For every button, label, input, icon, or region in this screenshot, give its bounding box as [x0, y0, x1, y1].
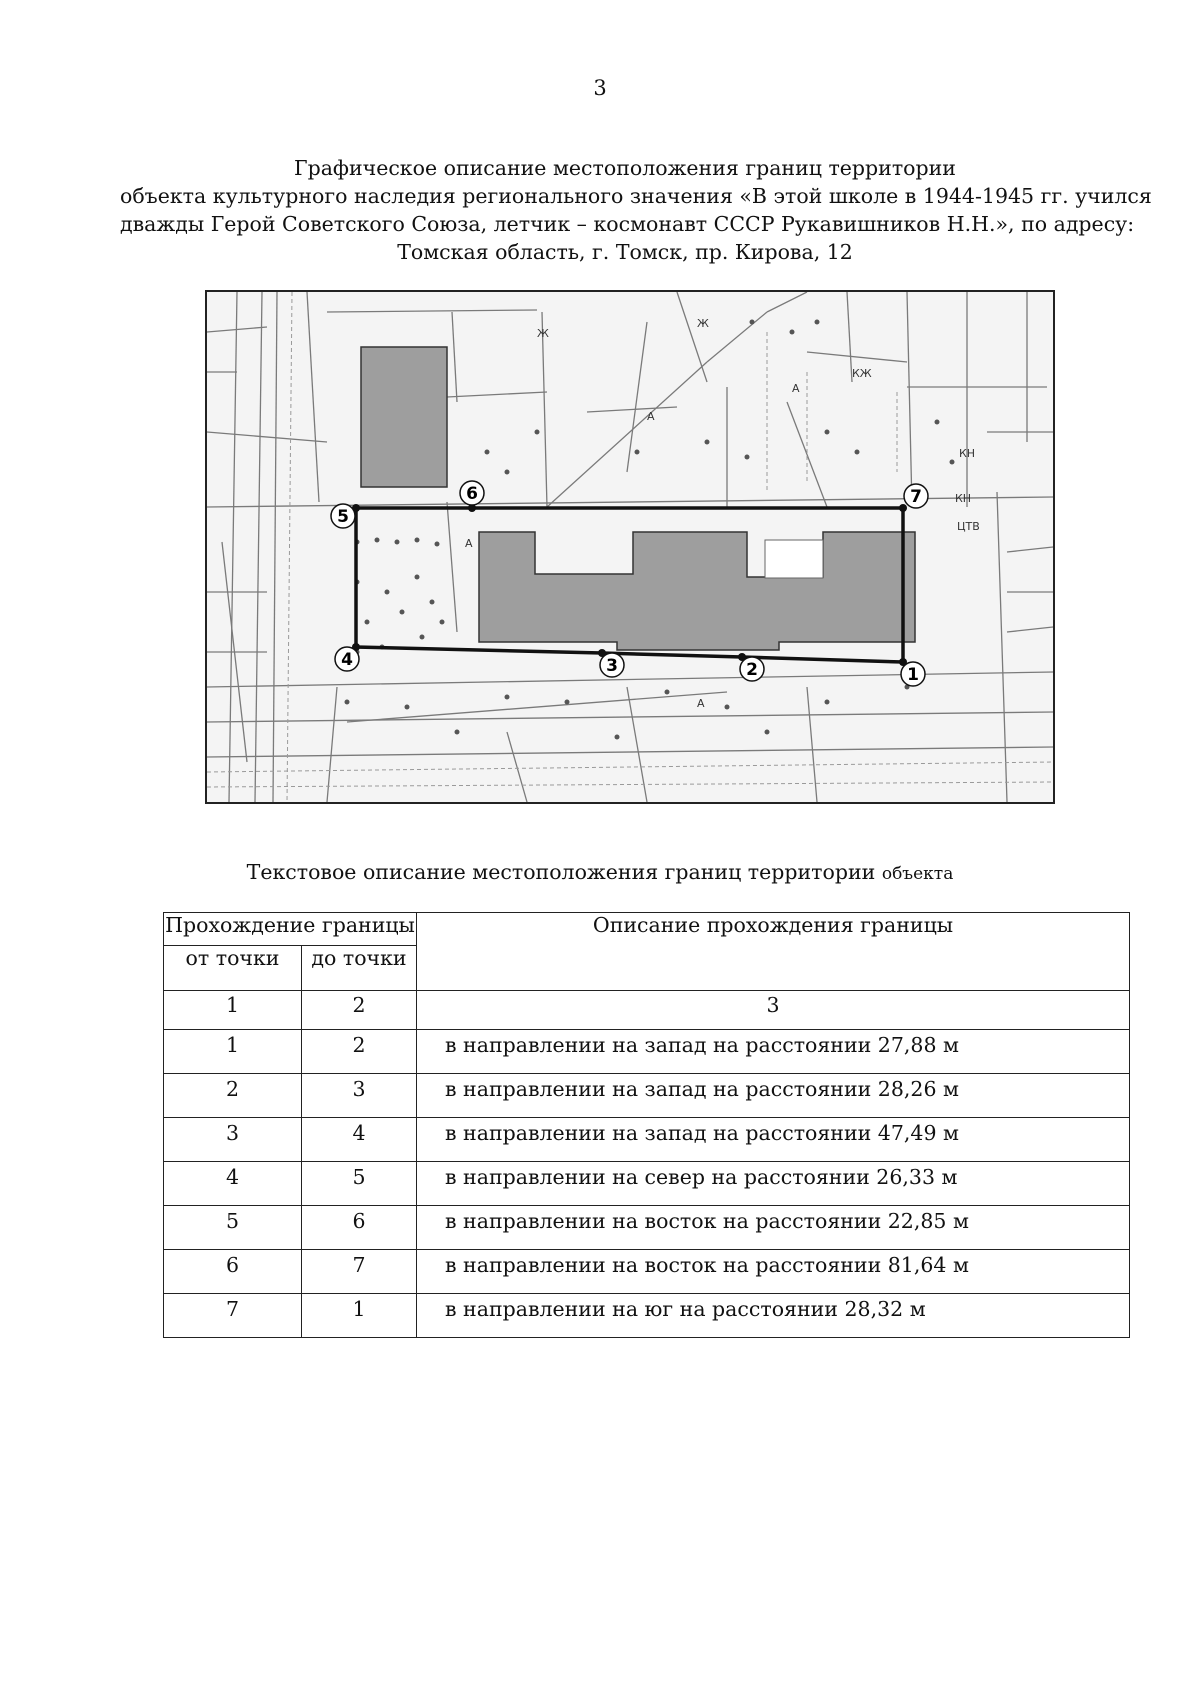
svg-text:3: 3	[606, 656, 618, 676]
table-row	[164, 1118, 1130, 1162]
point-7	[904, 484, 928, 508]
table-caption	[0, 860, 1200, 884]
cell-to: 2	[302, 1030, 417, 1074]
cell-description: в направлении на запад на расстоянии 27,88 м	[417, 1030, 1130, 1074]
table-row	[164, 1206, 1130, 1250]
svg-text:4: 4	[341, 650, 353, 670]
svg-text:Ж: Ж	[537, 327, 549, 340]
title-line-1: Графическое описание местоположения границ территории	[294, 156, 956, 180]
title-line-4: Томская область, г. Томск, пр. Кирова, 12	[397, 240, 853, 264]
cell-description: в направлении на запад на расстоянии 28,26 м	[417, 1074, 1130, 1118]
cell-from: 1	[164, 1030, 302, 1074]
point-3	[600, 653, 624, 677]
header-from: от точки	[164, 946, 302, 991]
point-2	[740, 657, 764, 681]
table-row	[164, 1250, 1130, 1294]
cell-from: 2	[164, 1074, 302, 1118]
svg-text:А: А	[647, 410, 655, 423]
svg-text:5: 5	[337, 507, 349, 527]
cell-from: 4	[164, 1162, 302, 1206]
building-north	[361, 347, 447, 487]
boundary-map	[205, 290, 1055, 804]
cell-description: в направлении на запад на расстоянии 47,49 м	[417, 1118, 1130, 1162]
cell-from: 7	[164, 1294, 302, 1338]
svg-text:А: А	[792, 382, 800, 395]
table-header-row-1	[164, 913, 1130, 946]
cell-to: 6	[302, 1206, 417, 1250]
cell-from: 6	[164, 1250, 302, 1294]
document-title	[120, 154, 1152, 266]
table-caption-main: Текстовое описание местоположения границ территории	[246, 860, 882, 884]
header-passage: Прохождение границы	[164, 913, 417, 946]
table-row	[164, 1294, 1130, 1338]
cell-to: 7	[302, 1250, 417, 1294]
header-description: Описание прохождения границы	[417, 913, 1130, 991]
svg-text:1: 1	[907, 665, 919, 685]
svg-text:2: 2	[746, 660, 758, 680]
svg-text:КН: КН	[955, 492, 972, 505]
cell-to: 1	[302, 1294, 417, 1338]
map-svg	[207, 292, 1053, 802]
point-4	[335, 647, 359, 671]
table-row	[164, 1162, 1130, 1206]
survey-lines	[207, 292, 1053, 802]
svg-text:А: А	[465, 537, 473, 550]
table-row	[164, 1030, 1130, 1074]
svg-text:6: 6	[466, 484, 478, 504]
cell-description: в направлении на юг на расстоянии 28,32 м	[417, 1294, 1130, 1338]
svg-text:А: А	[697, 697, 705, 710]
cell-to: 3	[302, 1074, 417, 1118]
boundary-table	[163, 912, 1130, 1338]
column-number: 1	[164, 991, 302, 1030]
cell-to: 5	[302, 1162, 417, 1206]
svg-text:ЦТВ: ЦТВ	[957, 520, 980, 533]
cell-description: в направлении на север на расстоянии 26,33 м	[417, 1162, 1130, 1206]
building-school	[479, 532, 915, 650]
cell-to: 4	[302, 1118, 417, 1162]
table-caption-small: объекта	[881, 864, 954, 884]
point-1	[901, 662, 925, 686]
cell-description: в направлении на восток на расстоянии 22,85 м	[417, 1206, 1130, 1250]
column-number-row	[164, 991, 1130, 1030]
table-row	[164, 1074, 1130, 1118]
svg-text:КЖ: КЖ	[852, 367, 872, 380]
cell-from: 5	[164, 1206, 302, 1250]
page-number: 3	[593, 76, 607, 100]
svg-text:КН: КН	[959, 447, 976, 460]
svg-text:7: 7	[910, 487, 922, 507]
column-number: 3	[417, 991, 1130, 1030]
courtyard	[765, 540, 823, 578]
cell-from: 3	[164, 1118, 302, 1162]
title-line-3: дважды Герой Советского Союза, летчик – космонавт СССР Рукавишников Н.Н.», по адресу:	[120, 212, 1135, 236]
point-5	[331, 504, 355, 528]
title-line-2: объекта культурного наследия регионального значения «В этой школе в 1944-1945 гг. учился	[120, 184, 1152, 208]
point-6	[460, 481, 484, 505]
header-to: до точки	[302, 946, 417, 991]
cell-description: в направлении на восток на расстоянии 81,64 м	[417, 1250, 1130, 1294]
column-number: 2	[302, 991, 417, 1030]
svg-text:Ж: Ж	[697, 317, 709, 330]
